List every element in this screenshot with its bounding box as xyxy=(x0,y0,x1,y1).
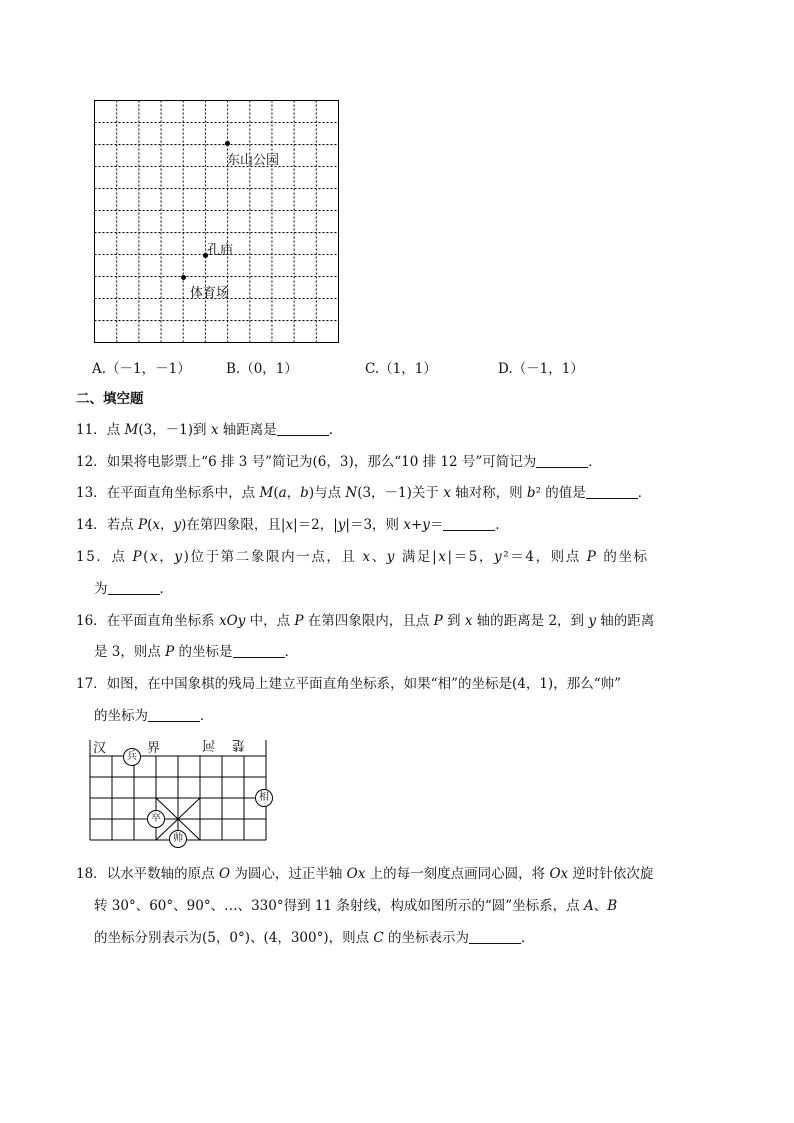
question-15: 15．点 P(x，y)位于第二象限内一点，且 x、y 满足|x|＝5，y²＝4，则点 P 的坐标 xyxy=(76,549,649,565)
river-char-chu: 楚 xyxy=(232,737,246,752)
section-title: 二、填空题 xyxy=(76,391,144,407)
answer-blank[interactable] xyxy=(233,643,285,658)
question-18-line2: 转 30°、60°、90°、…、330°得到 11 条射线，构成如图所示的“圆”坐标系，点 A、B xyxy=(94,898,618,914)
temple-label: 孔庙 xyxy=(207,243,234,258)
option-d: D.（－1，1） xyxy=(498,361,584,377)
option-c: C.（1，1） xyxy=(365,361,437,377)
answer-blank[interactable] xyxy=(148,707,200,722)
chess-board xyxy=(88,740,274,842)
answer-blank[interactable] xyxy=(586,484,638,499)
question-12: 12．如果将电影票上“6 排 3 号”简记为(6，3)，那么“10 排 12 号”可简记为 ． xyxy=(76,454,602,470)
question-14: 14．若点 P(x，y)在第四象限，且|x|＝2，|y|＝3，则 x+y＝ ． xyxy=(76,517,509,533)
answer-blank[interactable] xyxy=(443,516,495,531)
river-char-he: 河 xyxy=(202,737,216,752)
chess-piece-zu: 卒 xyxy=(147,810,165,828)
stadium-dot xyxy=(181,275,186,280)
river-char-han: 汉 xyxy=(93,741,107,756)
question-11: 11．点 M(3，－1)到 x 轴距离是 ． xyxy=(76,422,343,438)
river-char-jie: 界 xyxy=(147,741,161,756)
chess-piece-bing: 兵 xyxy=(123,748,141,766)
answer-blank[interactable] xyxy=(277,421,329,436)
chess-piece-shuai: 帅 xyxy=(169,830,187,848)
answer-blank[interactable] xyxy=(536,453,588,468)
question-18-line3: 的坐标分别表示为(5，0°)、(4，300°)，则点 C 的坐标表示为 ． xyxy=(94,930,535,946)
map-grid xyxy=(94,100,340,344)
chess-piece-xiang: 相 xyxy=(255,789,273,807)
park-dot xyxy=(225,141,230,146)
stadium-label: 体育场 xyxy=(190,286,230,301)
question-13: 13．在平面直角坐标系中，点 M(a，b)与点 N(3，－1)关于 x 轴对称，则 b² 的值是 ． xyxy=(76,485,652,501)
park-label: 东山公园 xyxy=(227,153,280,168)
question-17: 17．如图，在中国象棋的残局上建立平面直角坐标系，如果“相”的坐标是(4，1)，那么“帅” xyxy=(76,676,622,692)
option-b: B.（0，1） xyxy=(226,361,298,377)
answer-blank[interactable] xyxy=(108,580,160,595)
question-18: 18．以水平数轴的原点 O 为圆心，过正半轴 Ox 上的每一刻度点画同心圆，将 Ox 逆时针依次旋 xyxy=(76,866,654,882)
option-a: A.（－1，－1） xyxy=(92,361,191,377)
answer-blank[interactable] xyxy=(469,929,521,944)
question-16-line2: 是 3，则点 P 的坐标是 ． xyxy=(94,644,299,660)
question-16: 16．在平面直角坐标系 xOy 中，点 P 在第四象限内，且点 P 到 x 轴的距离是 2，到 y 轴的距离 xyxy=(76,613,655,629)
question-17-line2: 的坐标为 ． xyxy=(94,708,214,724)
question-15-line2: 为 ． xyxy=(94,581,173,597)
